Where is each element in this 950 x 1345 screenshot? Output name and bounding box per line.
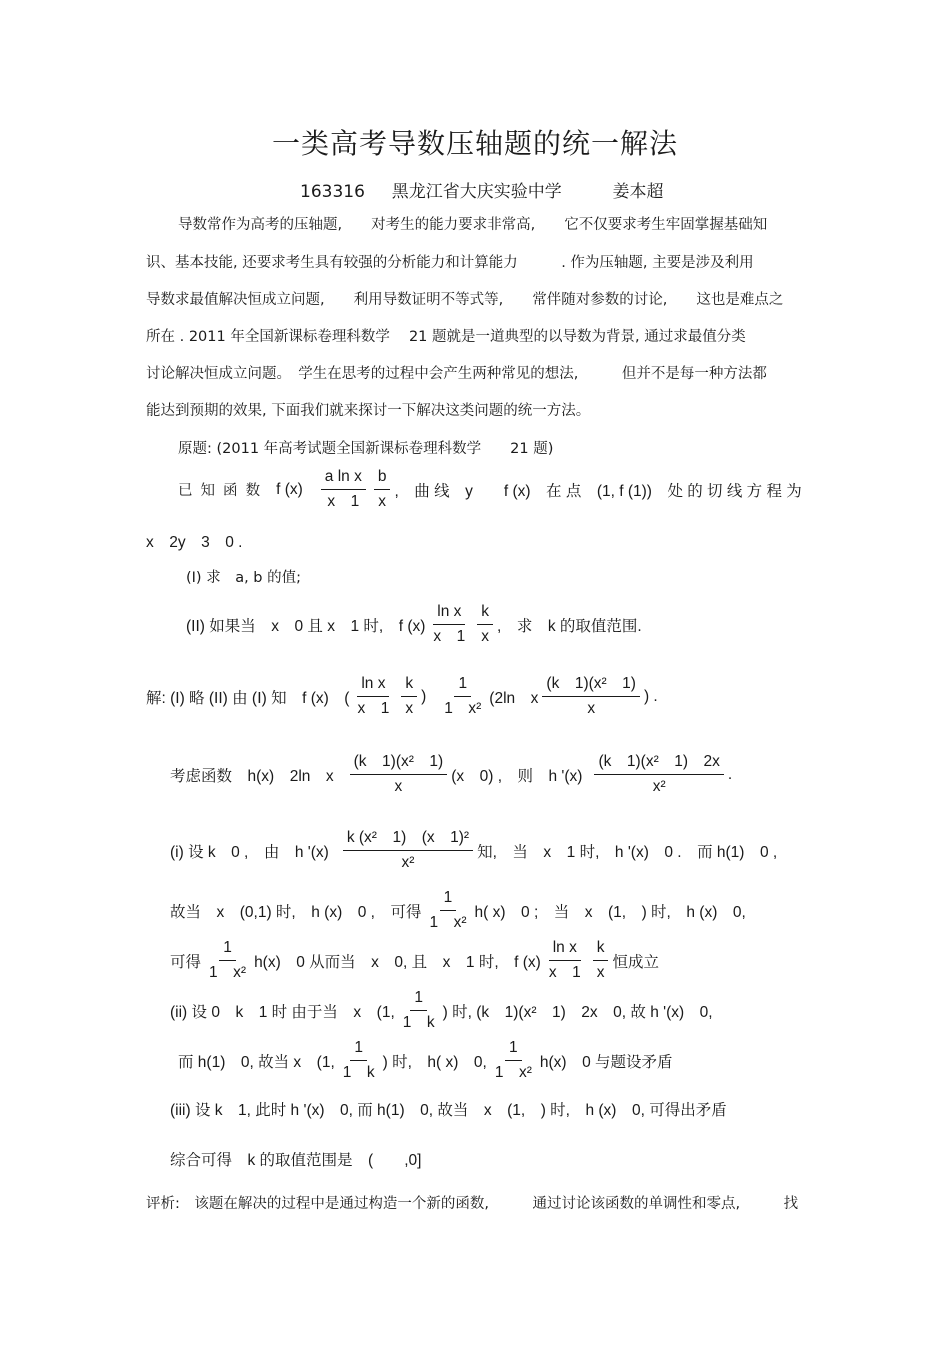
solution-step-8: (iii) 设 k 1, 此时 h '(x) 0, 而 h(1) 0, 故当 x (1, ) 时, h (x) 0, 可得出矛盾 [170, 1102, 727, 1119]
author-zip: 163316 [300, 182, 365, 202]
tangent-line-eq: x 2y 3 0 . [146, 534, 243, 551]
frac-alnx: $\frac{\text{a ln x}}{x 1}$ [321, 467, 366, 512]
solution-step-7: 而 h(1) 0, 故当 x (1, $\frac{1}{1 k}$ ) 时, h( x) 0, $\frac{1}{\text{1 x²}}$ h(x) 0 与题设矛盾 [178, 1039, 673, 1081]
author-name: 姜本超 [612, 182, 664, 202]
part2-text: (II) 如果当 x 0 且 x 1 时, f (x) [186, 617, 426, 635]
intro-line-5: 讨论解决恒成立问题。 学生在思考的过程中会产生两种常见的想法, 但并不是每一种方法都 [146, 366, 767, 382]
frac-k-over-x: $\frac{k}{x}$ [477, 602, 493, 647]
stmt-mid: , 曲 线 y f (x) 在 点 (1, f (1)) 处 的 切 线 方 程 为 [394, 482, 802, 500]
part-2 [186, 602, 642, 647]
solution-step-3: (i) 设 k 0 , 由 h '(x) $\frac{\text{k (x² 1) (x 1)²}}{\text{x²}}$ 知, 当 x 1 时, h '(x) 0 . 而 h(1) 0 , [170, 829, 778, 871]
frac-b-over-x: $\frac{b}{x}$ [374, 467, 391, 512]
fx-symbol: f (x) [276, 480, 303, 498]
intro-line-1: 导数常作为高考的压轴题, 对考生的能力要求非常高, 它不仅要求考生牢固掌握基础知 [178, 217, 768, 233]
solution-step-1: 解: (I) 略 (II) 由 (Ⅰ) 知 f (x) ( $\frac{\text{ln x}}{x 1}$ $\frac{k}{x}$ ) $\frac{1}{\text{1 x²}}$ (2ln x $\frac{\text{(k 1)(x² 1)}}{x}$ ) . [146, 675, 658, 717]
solution-step-4: 故当 x (0,1) 时, h (x) 0 , 可得 $\frac{1}{\text{1 x²}}$ h( x) 0 ; 当 x (1, ) 时, h (x) 0, [170, 889, 746, 931]
part2-tail: , 求 k 的取值范围. [497, 617, 642, 635]
stmt-prefix: 已 知 函 数 [178, 483, 263, 499]
solution-conclusion: 综合可得 k 的取值范围是 ( ,0] [170, 1152, 422, 1169]
part-1: (I) 求 a, b 的值; [186, 570, 302, 586]
solution-step-6: (ii) 设 0 k 1 时 由于当 x (1, $\frac{1}{1 k}$ ) 时, (k 1)(x² 1) 2x 0, 故 h '(x) 0, [170, 989, 713, 1031]
intro-line-6: 能达到预期的效果, 下面我们就来探讨一下解决这类问题的统一方法。 [146, 403, 591, 419]
intro-line-4: 所在 . 2011 年全国新课标卷理科数学 21 题就是一道典型的以导数为背景, 通过求最值分类 [146, 329, 746, 345]
intro-line-3: 导数求最值解决恒成立问题, 利用导数证明不等式等, 常伴随对参数的讨论, 这也是难点之 [146, 292, 784, 308]
author-school: 黑龙江省大庆实验中学 [391, 182, 562, 202]
comment-line: 评析: 该题在解决的过程中是通过构造一个新的函数, 通过讨论该函数的单调性和零点, 找 [146, 1196, 799, 1212]
solution-step-2: 考虑函数 h(x) 2ln x $\frac{\text{(k 1)(x² 1)}}{x}$ (x 0) , 则 h '(x) $\frac{\text{(k 1)(x² 1) 2x}}{\text{x²}}$ . [170, 753, 733, 795]
frac-lnx-over-x-1: $\frac{\text{ln x}}{x 1}$ [433, 603, 466, 645]
author-line [300, 177, 664, 202]
intro-line-2: 识、基本技能, 还要求考生具有较强的分析能力和计算能力 . 作为压轴题, 主要是涉及利用 [146, 255, 754, 271]
solution-step-5: 可得 $\frac{1}{\text{1 x²}}$ h(x) 0 从而当 x 0, 且 x 1 时, f (x) $\frac{\text{ln x}}{x 1}$ $\frac{k}{x}$ 恒成立 [170, 939, 659, 981]
problem-statement [178, 467, 802, 512]
problem-heading: 原题: (2011 年高考试题全国新课标卷理科数学 21 题) [178, 441, 554, 457]
paper-title: 一类高考导数压轴题的统一解法 [272, 127, 679, 160]
